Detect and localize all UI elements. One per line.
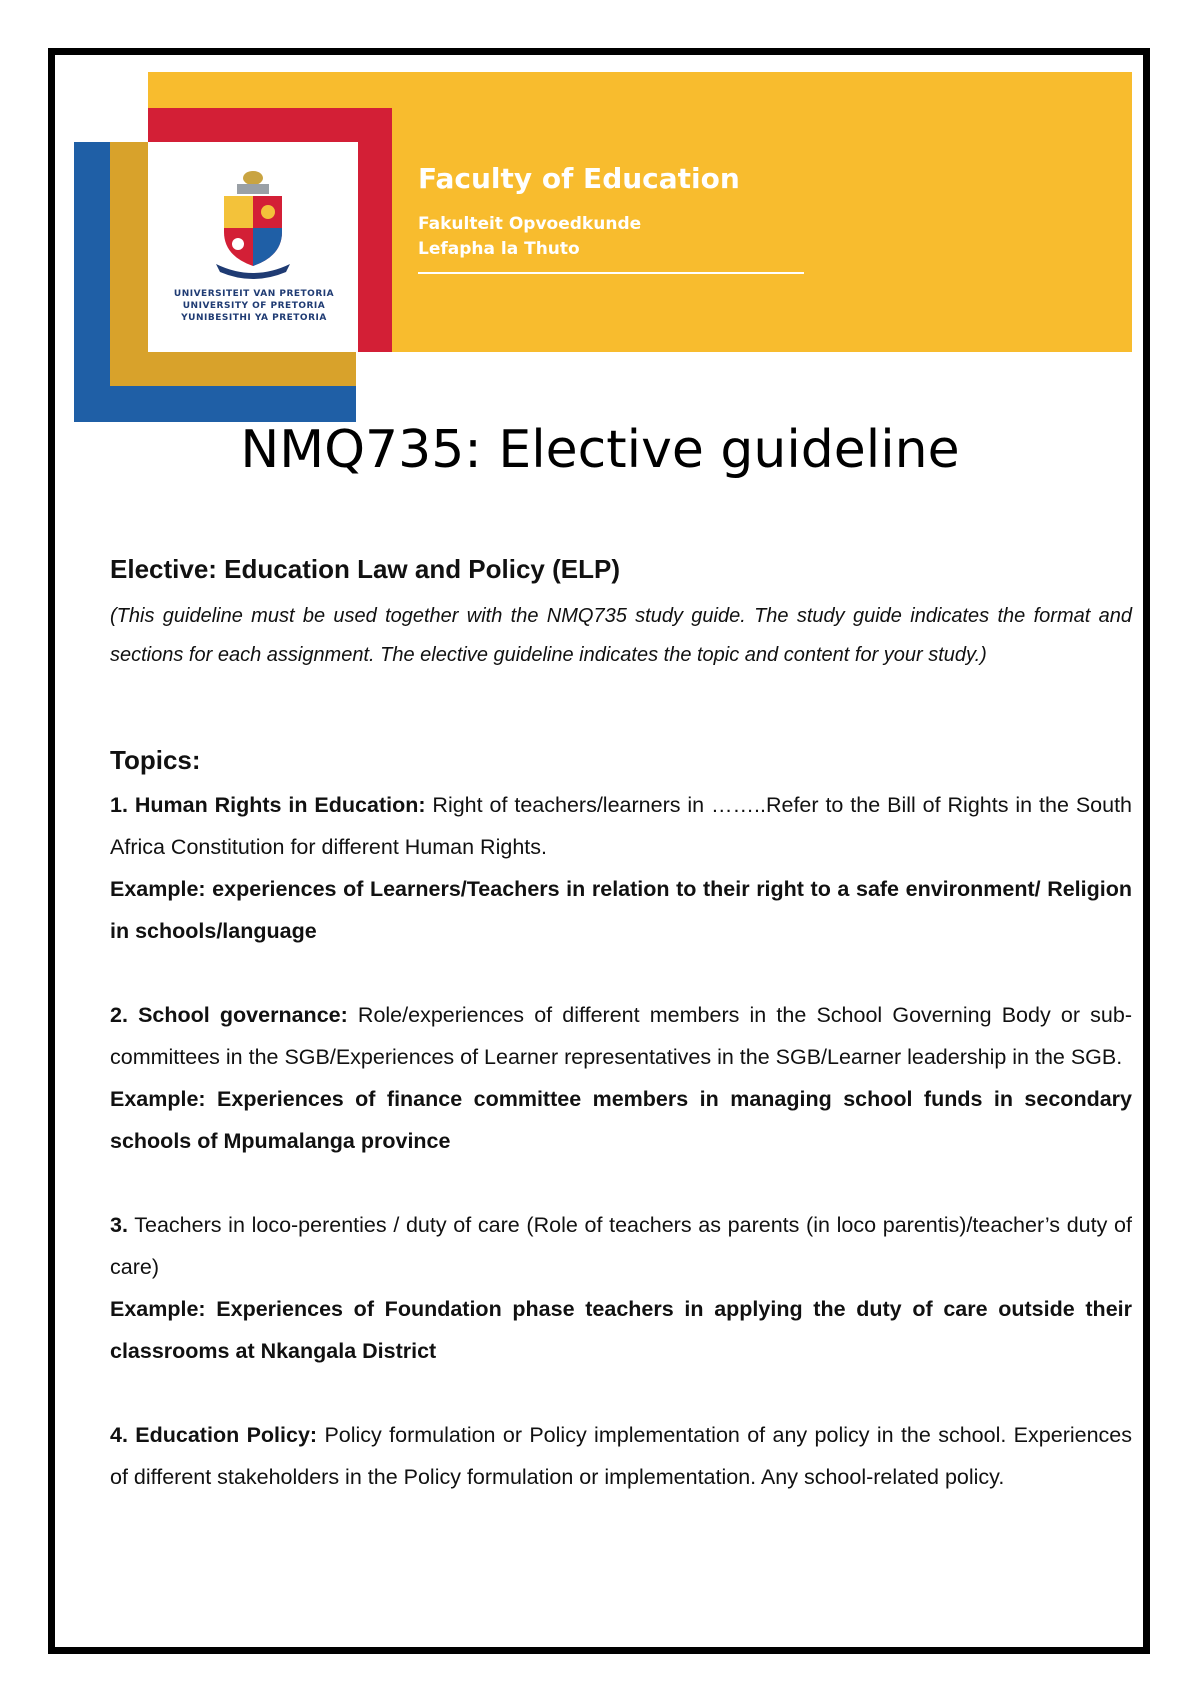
crest-icon: [212, 168, 294, 280]
topic-lead: 4. Education Policy:: [110, 1423, 318, 1447]
topic-text: Policy formulation or Policy implementation of any policy in the school. Experiences of different stakeholders in the Policy formulation or implementation. Any school-related policy.: [110, 1423, 1132, 1489]
topic-text: Teachers in loco-perenties / duty of care (Role of teachers as parents (in loco parentis)/teacher’s duty of care): [110, 1213, 1132, 1279]
university-logo: [148, 142, 358, 352]
topic-description: [110, 784, 1132, 868]
faculty-subtitle: [418, 212, 641, 262]
document-title: NMQ735: Elective guideline: [240, 420, 960, 480]
topic-example: Example: Experiences of finance committee members in managing school funds in secondary schools of Mpumalanga province: [110, 1087, 1132, 1153]
topic-example: Example: Experiences of Foundation phase teachers in applying the duty of care outside their classrooms at Nkangala District: [110, 1297, 1132, 1363]
faculty-title: Faculty of Education: [418, 162, 740, 195]
topic-lead: 2. School governance:: [110, 1003, 348, 1027]
document-body: [110, 554, 1132, 1498]
topic-item: [110, 1414, 1132, 1498]
university-name-line: UNIVERSITY OF PRETORIA: [182, 301, 326, 311]
topic-lead: 1. Human Rights in Education:: [110, 793, 426, 817]
topic-item: [110, 1204, 1132, 1372]
topic-description: [110, 994, 1132, 1078]
topic-description: [110, 1414, 1132, 1498]
topic-text: Right of teachers/learners in ……..Refer to the Bill of Rights in the South Africa Constitution for different Human Rights.: [110, 793, 1133, 859]
guideline-note: (This guideline must be used together with the NMQ735 study guide. The study guide indicates the format and sections for each assignment. The elective guideline indicates the topic and content for your study.): [110, 605, 1132, 666]
topic-item: [110, 994, 1132, 1162]
university-name-line: YUNIBESITHI YA PRETORIA: [181, 313, 327, 323]
faculty-banner: [74, 70, 1132, 422]
topic-description: [110, 1204, 1132, 1288]
topic-lead: 3.: [110, 1213, 128, 1237]
elective-heading: Elective: Education Law and Policy (ELP): [110, 554, 620, 584]
topics-heading: Topics:: [110, 745, 201, 775]
topic-item: [110, 784, 1132, 952]
faculty-divider: [418, 272, 804, 274]
university-name-line: UNIVERSITEIT VAN PRETORIA: [173, 289, 335, 299]
faculty-subtitle-afrikaans: Fakulteit Opvoedkunde: [418, 214, 642, 234]
topic-example: Example: experiences of Learners/Teachers in relation to their right to a safe environment/ Religion in schools/language: [110, 877, 1132, 943]
topic-text: Role/experiences of different members in the School Governing Body or sub-committees in the SGB/Experiences of Learner representatives in the SGB/Learner leadership in the SGB.: [110, 1003, 1132, 1069]
faculty-subtitle-sepedi: Lefapha la Thuto: [418, 239, 580, 259]
university-name: [170, 288, 338, 324]
